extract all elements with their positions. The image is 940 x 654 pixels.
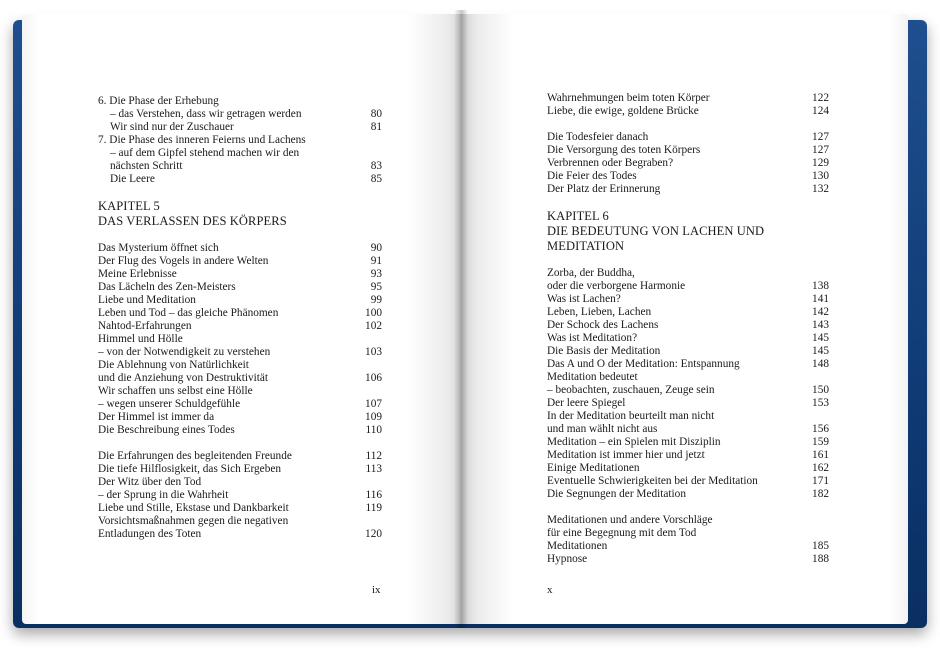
page-number-right: x: [547, 584, 553, 596]
toc-entry-page: 129: [812, 157, 829, 169]
toc-entry-page: 138: [812, 280, 829, 292]
toc-entry-title: Wahrnehmungen beim toten Körper: [547, 92, 710, 104]
toc-entry: [547, 306, 829, 319]
toc-entry-title: Die Leere: [110, 173, 155, 185]
toc-entry: [98, 502, 382, 515]
toc-entry-title: Meine Erlebnisse: [98, 268, 177, 280]
toc-entry-title: Eventuelle Schwierigkeiten bei der Meditation: [547, 475, 758, 487]
toc-entry: [547, 170, 829, 183]
toc-entry-title: Der Flug des Vogels in andere Welten: [98, 255, 269, 267]
toc-entry-title: Leben und Tod – das gleiche Phänomen: [98, 307, 279, 319]
toc-entry-page: 142: [812, 306, 829, 318]
toc-entry-page: 116: [365, 489, 382, 501]
toc-entry-title: Der Witz über den Tod: [98, 476, 202, 488]
toc-entry-title: Himmel und Hölle: [98, 333, 183, 345]
toc-entry-title: Die Beschreibung eines Todes: [98, 424, 235, 436]
toc-entry-title: Vorsichtsmaßnahmen gegen die negativen: [98, 515, 289, 527]
toc-spacer: [547, 254, 829, 267]
toc-entry: [547, 319, 829, 332]
toc-entry-page: 185: [812, 540, 829, 552]
toc-entry-page: 120: [365, 528, 382, 540]
toc-entry-page: 148: [812, 358, 829, 370]
table-of-contents-right: [547, 92, 829, 566]
toc-entry-page: 99: [370, 294, 382, 306]
toc-entry-title: Das Lächeln des Zen-Meisters: [98, 281, 236, 293]
toc-entry: [98, 515, 382, 528]
toc-entry-title: Liebe, die ewige, goldene Brücke: [547, 105, 699, 117]
toc-entry-title: nächsten Schritt: [110, 160, 183, 172]
toc-entry-page: 145: [812, 332, 829, 344]
toc-entry: [547, 410, 829, 423]
toc-entry-page: 109: [365, 411, 382, 423]
toc-entry-page: 130: [812, 170, 829, 182]
toc-entry: [547, 462, 829, 475]
toc-entry: [98, 160, 382, 173]
toc-entry: [98, 411, 382, 424]
toc-entry-title: Die Erfahrungen des begleitenden Freunde: [98, 450, 292, 462]
toc-entry: [98, 372, 382, 385]
toc-entry-title: Nahtod-Erfahrungen: [98, 320, 192, 332]
toc-entry: [547, 280, 829, 293]
toc-entry: [98, 268, 382, 281]
toc-entry-page: 162: [812, 462, 829, 474]
toc-entry-page: 81: [370, 121, 382, 133]
toc-entry-title: In der Meditation beurteilt man nicht: [547, 410, 715, 422]
toc-entry-title: Meditationen: [547, 540, 608, 552]
toc-entry-page: 90: [370, 242, 382, 254]
toc-entry-page: 93: [370, 268, 382, 280]
toc-entry-title: Zorba, der Buddha,: [547, 267, 635, 279]
toc-entry-title: Entladungen des Toten: [98, 528, 202, 540]
toc-entry-page: 85: [370, 173, 382, 185]
toc-entry: [98, 255, 382, 268]
toc-entry-title: Die Ablehnung von Natürlichkeit: [98, 359, 249, 371]
toc-entry-page: 107: [365, 398, 382, 410]
toc-entry: [98, 424, 382, 437]
table-of-contents-left: [98, 95, 382, 541]
toc-entry: [547, 267, 829, 280]
toc-entry-title: Die Feier des Todes: [547, 170, 637, 182]
toc-entry: [547, 144, 829, 157]
toc-entry-title: Was ist Lachen?: [547, 293, 621, 305]
toc-entry-title: Wir sind nur der Zuschauer: [110, 121, 234, 133]
toc-entry: [98, 108, 382, 121]
toc-entry: [547, 157, 829, 170]
toc-entry-page: 112: [365, 450, 382, 462]
toc-entry-page: 83: [370, 160, 382, 172]
toc-entry: [547, 293, 829, 306]
toc-entry-page: 127: [812, 144, 829, 156]
toc-entry-page: 100: [365, 307, 382, 319]
toc-entry: [547, 540, 829, 553]
toc-entry: [98, 320, 382, 333]
toc-spacer: [98, 186, 382, 199]
page-number-left: ix: [372, 584, 381, 596]
toc-entry-title: Wir schaffen uns selbst eine Hölle: [98, 385, 253, 397]
toc-entry-title: Was ist Meditation?: [547, 332, 638, 344]
toc-entry-title: Liebe und Meditation: [98, 294, 196, 306]
toc-entry-title: Liebe und Stille, Ekstase und Dankbarkeit: [98, 502, 289, 514]
toc-entry-page: 103: [365, 346, 382, 358]
toc-entry-page: 182: [812, 488, 829, 500]
toc-entry-title: Die Versorgung des toten Körpers: [547, 144, 701, 156]
toc-entry-title: Der leere Spiegel: [547, 397, 626, 409]
toc-entry-page: 113: [365, 463, 382, 475]
toc-entry-title: und die Anziehung von Destruktivität: [98, 372, 269, 384]
toc-entry: [547, 105, 829, 118]
toc-entry: [98, 134, 382, 147]
toc-entry-page: 110: [365, 424, 382, 436]
toc-entry: [98, 147, 382, 160]
toc-entry-title: oder die verborgene Harmonie: [547, 280, 686, 292]
toc-spacer: [547, 196, 829, 209]
toc-entry-title: Die Todesfeier danach: [547, 131, 649, 143]
toc-entry-title: Der Schock des Lachens: [547, 319, 659, 331]
toc-entry-page: 161: [812, 449, 829, 461]
toc-entry: [98, 385, 382, 398]
toc-entry: [98, 333, 382, 346]
toc-entry: [547, 183, 829, 196]
toc-entry-page: 143: [812, 319, 829, 331]
toc-entry-title: Die Segnungen der Meditation: [547, 488, 686, 500]
toc-entry-title: Das A und O der Meditation: Entspannung: [547, 358, 740, 370]
toc-entry-page: 156: [812, 423, 829, 435]
toc-entry: [547, 436, 829, 449]
toc-entry: [547, 384, 829, 397]
toc-entry-title: Das Mysterium öffnet sich: [98, 242, 219, 254]
toc-entry: [98, 242, 382, 255]
toc-entry-title: – das Verstehen, dass wir getragen werden: [110, 108, 302, 120]
toc-entry: [98, 121, 382, 134]
toc-entry-title: 6. Die Phase der Erhebung: [98, 95, 219, 107]
toc-entry: [547, 488, 829, 501]
toc-spacer: [98, 437, 382, 450]
toc-entry-page: 150: [812, 384, 829, 396]
toc-entry-title: – der Sprung in die Wahrheit: [98, 489, 229, 501]
toc-spacer: [547, 501, 829, 514]
toc-entry-page: 145: [812, 345, 829, 357]
toc-entry-page: 127: [812, 131, 829, 143]
toc-spacer: [547, 118, 829, 131]
chapter-heading: KAPITEL 5: [98, 199, 160, 213]
toc-entry: [547, 527, 829, 540]
toc-entry-title: Hypnose: [547, 553, 588, 565]
toc-entry: [98, 398, 382, 411]
toc-entry: [547, 332, 829, 345]
toc-entry-page: 95: [370, 281, 382, 293]
toc-entry: [98, 528, 382, 541]
toc-entry-title: – beobachten, zuschauen, Zeuge sein: [547, 384, 715, 396]
toc-entry-title: Der Platz der Erinnerung: [547, 183, 661, 195]
toc-entry-page: 153: [812, 397, 829, 409]
toc-entry: [98, 281, 382, 294]
toc-entry-page: 141: [812, 293, 829, 305]
toc-entry-page: 80: [370, 108, 382, 120]
toc-entry: [547, 371, 829, 384]
toc-entry-page: 102: [365, 320, 382, 332]
toc-entry-page: 132: [812, 183, 829, 195]
chapter-heading: DIE BEDEUTUNG VON LACHEN UND MEDITATION: [547, 224, 765, 253]
toc-entry-page: 91: [370, 255, 382, 267]
toc-entry: [547, 397, 829, 410]
toc-entry-title: 7. Die Phase des inneren Feierns und Lachens: [98, 134, 306, 146]
toc-entry-page: 188: [812, 553, 829, 565]
toc-entry-title: Einige Meditationen: [547, 462, 640, 474]
toc-entry-title: für eine Begegnung mit dem Tod: [547, 527, 697, 539]
toc-entry-title: Leben, Lieben, Lachen: [547, 306, 652, 318]
toc-entry-title: und man wählt nicht aus: [547, 423, 658, 435]
toc-entry-title: Meditationen und andere Vorschläge: [547, 514, 713, 526]
toc-entry-title: Die tiefe Hilflosigkeit, das Sich Ergeben: [98, 463, 282, 475]
toc-entry: [98, 346, 382, 359]
toc-entry: [98, 463, 382, 476]
toc-entry-page: 122: [812, 92, 829, 104]
toc-entry-title: Die Basis der Meditation: [547, 345, 661, 357]
toc-entry-page: 159: [812, 436, 829, 448]
toc-entry: [98, 476, 382, 489]
toc-entry: [547, 131, 829, 144]
toc-entry: [547, 358, 829, 371]
left-page: [22, 14, 460, 624]
toc-entry: [547, 553, 829, 566]
toc-entry-page: 106: [365, 372, 382, 384]
toc-spacer: [98, 229, 382, 242]
toc-entry-title: Der Himmel ist immer da: [98, 411, 215, 423]
toc-entry-title: – wegen unserer Schuldgefühle: [98, 398, 241, 410]
chapter-heading: KAPITEL 6: [547, 209, 609, 223]
toc-entry-page: 119: [365, 502, 382, 514]
toc-entry-title: Meditation bedeutet: [547, 371, 638, 383]
toc-entry-page: 171: [812, 475, 829, 487]
toc-entry: [547, 475, 829, 488]
toc-entry: [98, 489, 382, 502]
toc-entry: [547, 92, 829, 105]
toc-entry: [98, 450, 382, 463]
toc-entry: [547, 345, 829, 358]
toc-entry: [98, 294, 382, 307]
toc-entry-title: Meditation – ein Spielen mit Disziplin: [547, 436, 721, 448]
toc-entry-title: Verbrennen oder Begraben?: [547, 157, 674, 169]
right-page: [460, 14, 908, 624]
toc-entry: [98, 95, 382, 108]
toc-entry: [547, 514, 829, 527]
toc-entry: [98, 359, 382, 372]
chapter-heading: DAS VERLASSEN DES KÖRPERS: [98, 214, 287, 228]
toc-entry-title: – auf dem Gipfel stehend machen wir den: [110, 147, 300, 159]
toc-entry: [547, 449, 829, 462]
toc-entry-title: – von der Notwendigkeit zu verstehen: [98, 346, 271, 358]
book-spine: [454, 10, 468, 628]
toc-entry: [98, 307, 382, 320]
toc-entry: [547, 423, 829, 436]
toc-entry: [98, 173, 382, 186]
toc-entry-title: Meditation ist immer hier und jetzt: [547, 449, 705, 461]
toc-entry-page: 124: [812, 105, 829, 117]
